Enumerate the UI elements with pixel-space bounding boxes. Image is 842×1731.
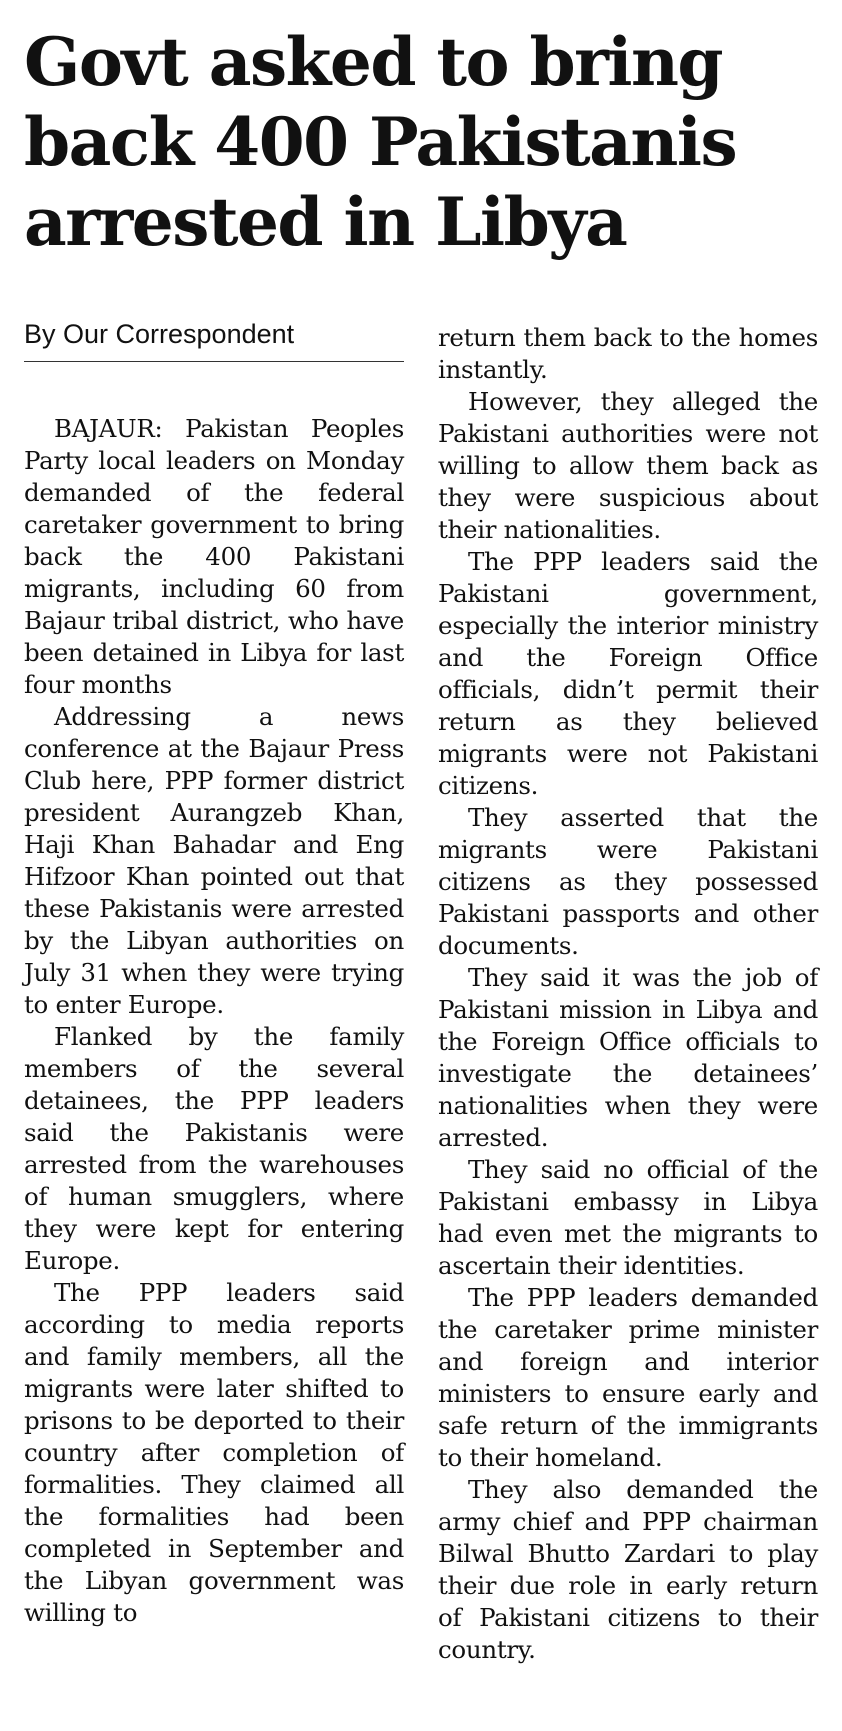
- paragraph: They also demanded the army chief and PPP chairman Bilwal Bhutto Zardari to play their due role in early return of Pakistani citizens to their country.: [438, 1475, 818, 1664]
- paragraph: They said it was the job of Pakistani mission in Libya and the Foreign Office officials to investigate the detainees’ nationalities when they were arrested.: [438, 963, 818, 1152]
- byline: By Our Correspondent: [24, 317, 404, 362]
- paragraph: BAJAUR: Pakistan Peoples Party local leaders on Monday demanded of the federal caretaker government to bring back the 400 Pakistani migrants, including 60 from Bajaur tribal district, who have been detained in Libya for last four months: [24, 414, 404, 699]
- article-column-left: [24, 413, 404, 1629]
- headline: Govt asked to bring back 400 Pakistanis arrested in Libya: [24, 23, 737, 261]
- paragraph: They said no official of the Pakistani embassy in Libya had even met the migrants to ascertain their identities.: [438, 1155, 818, 1280]
- paragraph: They asserted that the migrants were Pakistani citizens as they possessed Pakistani passports and other documents.: [438, 803, 818, 960]
- paragraph: The PPP leaders said according to media reports and family members, all the migrants were later shifted to prisons to be deported to their country after completion of formalities. They claimed all the formalities had been completed in September and the Libyan government was willing to: [24, 1278, 404, 1627]
- paragraph: The PPP leaders demanded the caretaker prime minister and foreign and interior ministers to ensure early and safe return of the immigrants to their homeland.: [438, 1283, 818, 1472]
- article-column-right: [438, 322, 818, 1666]
- paragraph: However, they alleged the Pakistani authorities were not willing to allow them back as they were suspicious about their nationalities.: [438, 387, 818, 544]
- paragraph: The PPP leaders said the Pakistani government, especially the interior ministry and the Foreign Office officials, didn’t permit their return as they believed migrants were not Pakistani citizens.: [438, 547, 818, 800]
- paragraph-continuation: return them back to the homes instantly.: [438, 323, 818, 384]
- paragraph: Flanked by the family members of the several detainees, the PPP leaders said the Pakistanis were arrested from the warehouses of human smugglers, where they were kept for entering Europe.: [24, 1022, 404, 1275]
- paragraph: Addressing a news conference at the Bajaur Press Club here, PPP former district president Aurangzeb Khan, Haji Khan Bahadar and Eng Hifzoor Khan pointed out that these Pakistanis were arrested by the Libyan authorities on July 31 when they were trying to enter Europe.: [24, 702, 404, 1019]
